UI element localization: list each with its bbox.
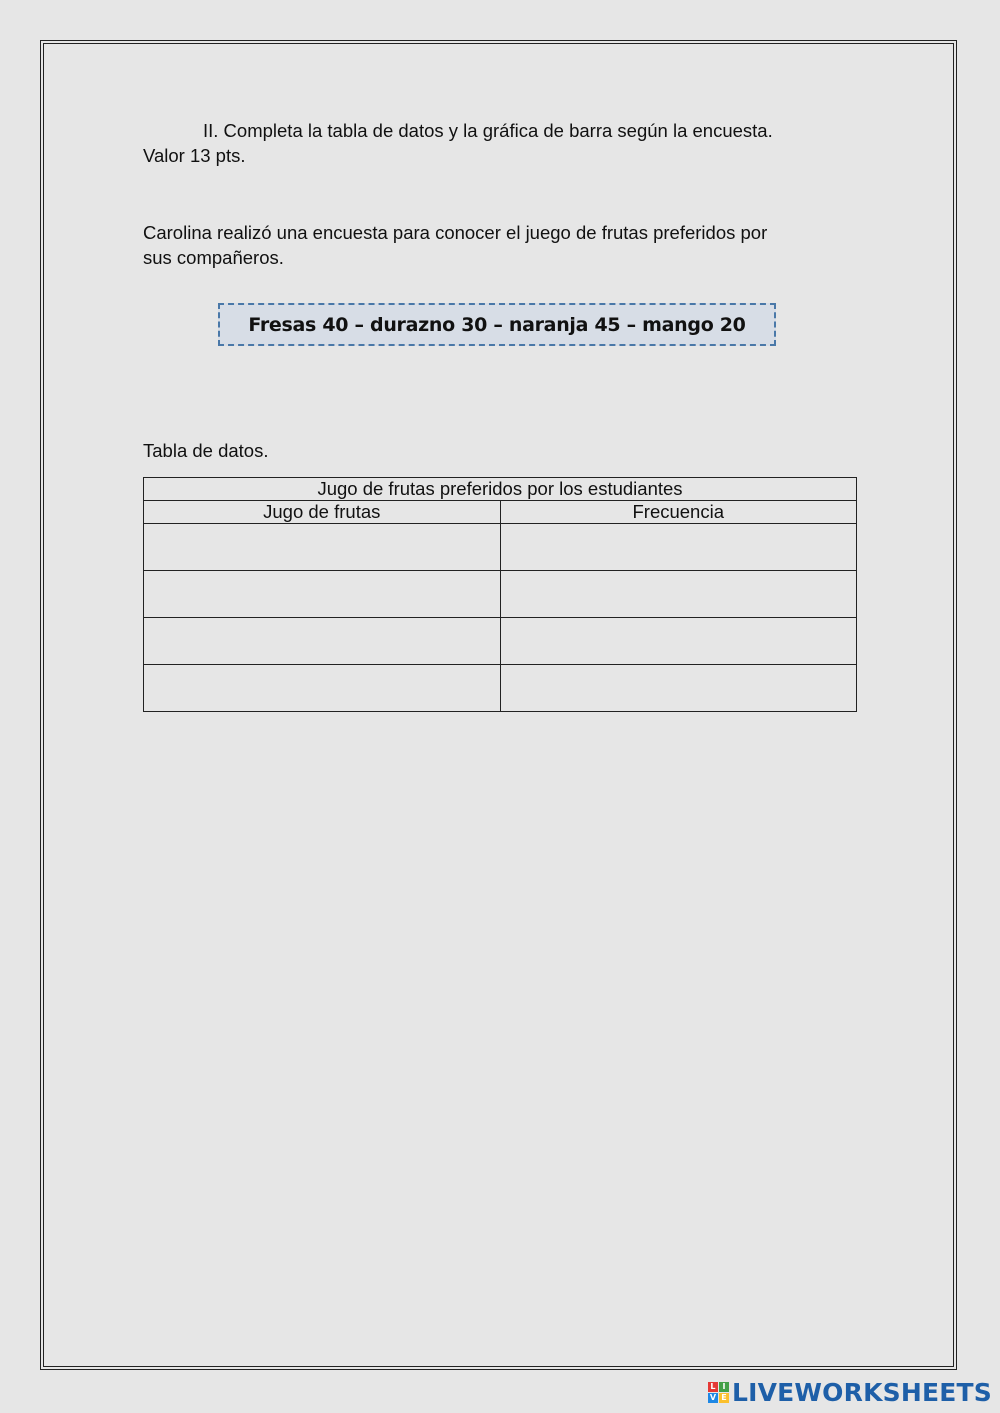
- survey-data-text: Fresas 40 – durazno 30 – naranja 45 – mango 20: [248, 313, 746, 336]
- juice-cell-3[interactable]: [144, 618, 501, 665]
- juice-cell-2[interactable]: [144, 571, 501, 618]
- frequency-table: [143, 477, 857, 712]
- frequency-cell-4[interactable]: [500, 665, 857, 712]
- table-title-row: [144, 478, 857, 501]
- table-title: Jugo de frutas preferidos por los estudiantes: [144, 478, 857, 501]
- liveworksheets-brand: [708, 1378, 992, 1407]
- juice-cell-4[interactable]: [144, 665, 501, 712]
- table-row: [144, 665, 857, 712]
- frequency-cell-2[interactable]: [500, 571, 857, 618]
- table-row: [144, 618, 857, 665]
- logo-letter-i: I: [719, 1382, 729, 1392]
- instruction-line-2: Valor 13 pts.: [143, 145, 246, 166]
- instruction-line-1: II. Completa la tabla de datos y la gráfica de barra según la encuesta.: [203, 120, 773, 141]
- table-row: [144, 524, 857, 571]
- instruction-text: [143, 118, 843, 168]
- intro-text: [143, 220, 843, 270]
- brand-name: LIVEWORKSHEETS: [731, 1378, 992, 1407]
- juice-cell-1[interactable]: [144, 524, 501, 571]
- logo-letter-e: E: [719, 1393, 729, 1403]
- table-header-row: [144, 501, 857, 524]
- intro-line-1: Carolina realizó una encuesta para conocer el juego de frutas preferidos por: [143, 222, 768, 243]
- logo-letter-l: L: [708, 1382, 718, 1392]
- table-label: Tabla de datos.: [143, 440, 269, 461]
- liveworksheets-logo-icon: [708, 1382, 729, 1403]
- column-header-frequency: Frecuencia: [500, 501, 857, 524]
- survey-data-box: [218, 303, 776, 346]
- frequency-cell-1[interactable]: [500, 524, 857, 571]
- table-row: [144, 571, 857, 618]
- logo-letter-v: V: [709, 1393, 717, 1402]
- frequency-cell-3[interactable]: [500, 618, 857, 665]
- intro-line-2: sus compañeros.: [143, 247, 284, 268]
- column-header-juice: Jugo de frutas: [144, 501, 501, 524]
